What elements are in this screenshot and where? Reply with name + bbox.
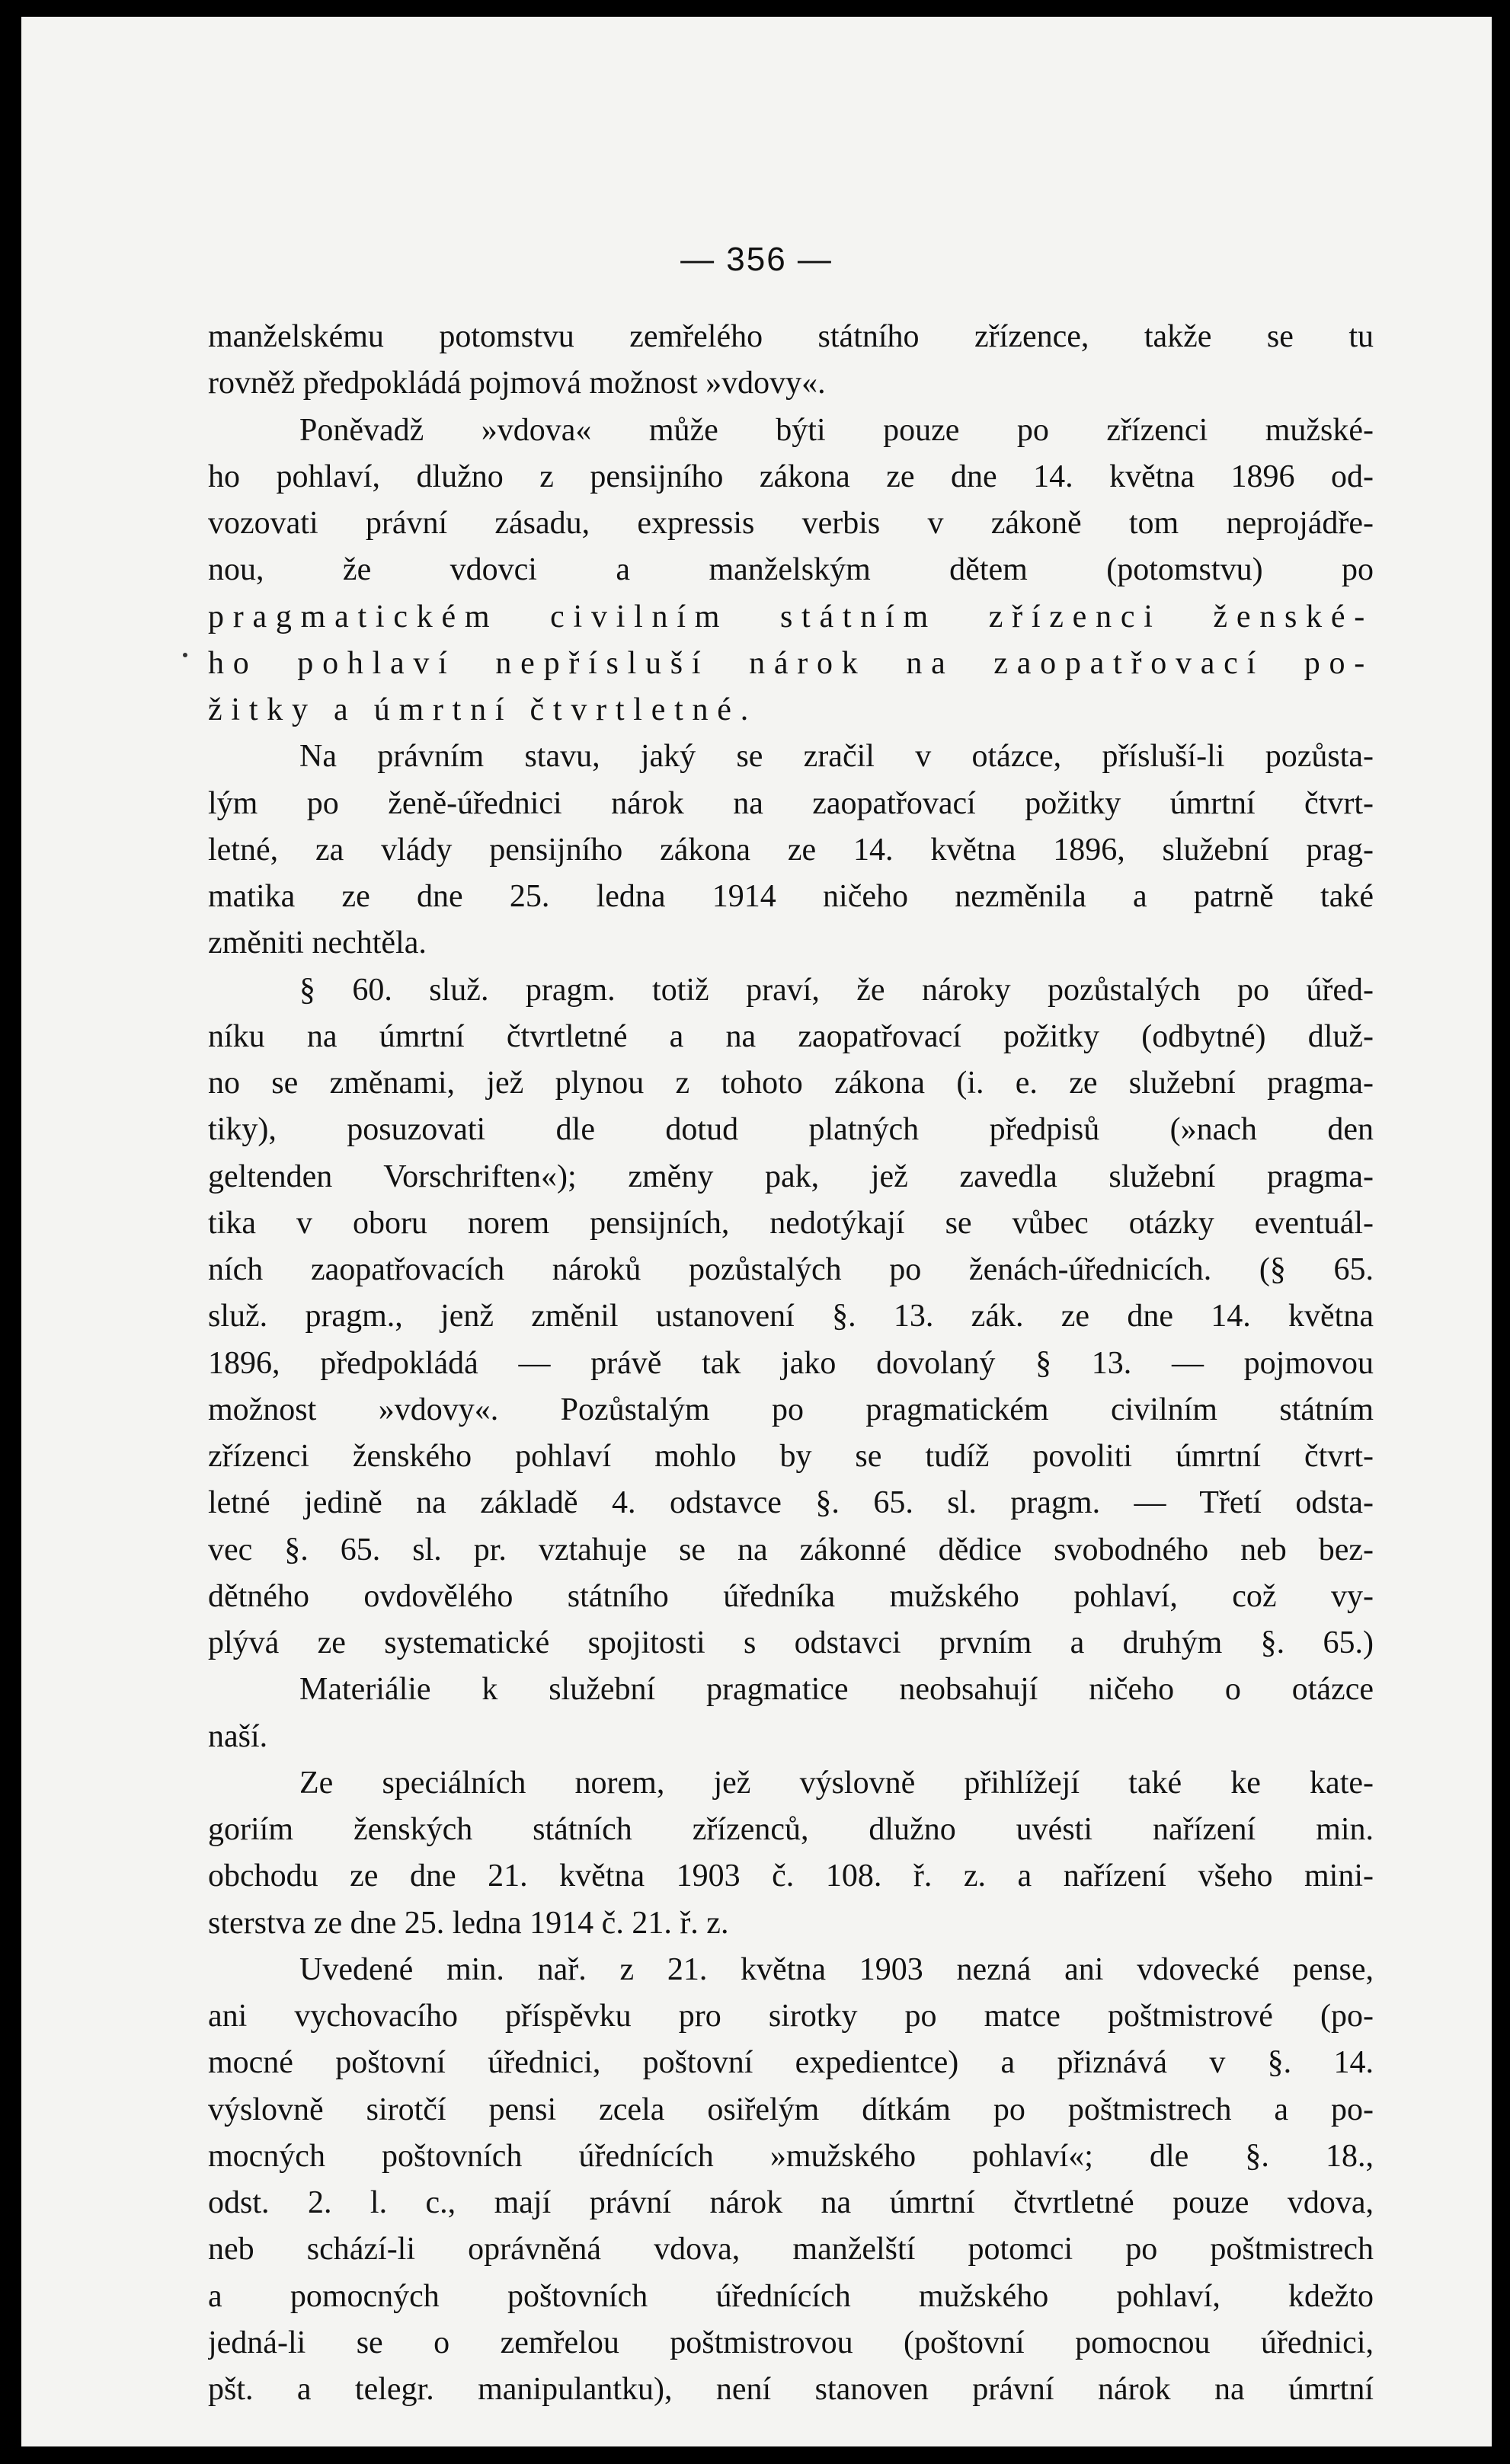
text-line: Ze speciálních norem, jež výslovně přihlížejí také ke kate- xyxy=(299,1765,1374,1801)
text-line: plývá ze systematické spojitosti s odstavci prvním a druhým §. 65.) xyxy=(208,1625,1374,1660)
text-line: geltenden Vorschriften«); změny pak, jež zavedla služební pragma- xyxy=(208,1158,1374,1194)
text-line: rovněž předpokládá pojmová možnost »vdovy«. xyxy=(208,366,826,401)
text-line: letné jedině na základě 4. odstavce §. 65. sl. pragm. — Třetí odsta- xyxy=(208,1485,1374,1521)
text-line: zřízenci ženského pohlaví mohlo by se tudíž povoliti úmrtní čtvrt- xyxy=(208,1439,1374,1474)
text-line: jedná-li se o zemřelou poštmistrovou (poštovní pomocnou úřednici, xyxy=(208,2325,1374,2360)
text-line: naší. xyxy=(208,1718,268,1754)
text-line: 1896, předpokládá — právě tak jako dovolaný § 13. — pojmovou xyxy=(208,1345,1374,1381)
text-line: tika v oboru norem pensijních, nedotýkají se vůbec otázky eventuál- xyxy=(208,1205,1374,1241)
text-line: ho pohlaví, dlužno z pensijního zákona ze dne 14. května 1896 od- xyxy=(208,459,1374,494)
text-line: obchodu ze dne 21. května 1903 č. 108. ř. z. a nařízení všeho mini- xyxy=(208,1858,1374,1894)
text-line: no se změnami, jež plynou z tohoto zákona (i. e. ze služební pragma- xyxy=(208,1066,1374,1101)
document-page xyxy=(21,17,1492,2446)
text-line: tiky), posuzovati dle dotud platných předpisů (»nach den xyxy=(208,1112,1374,1148)
text-line: vozovati právní zásadu, expressis verbis v zákoně tom neprojádře- xyxy=(208,506,1374,541)
text-line: neb schází-li oprávněná vdova, manželští potomci po poštmistrech xyxy=(208,2232,1374,2267)
body-text xyxy=(208,314,1374,2413)
text-line: § 60. služ. pragm. totiž praví, že nároky pozůstalých po úřed- xyxy=(299,972,1374,1008)
text-line: změniti nechtěla. xyxy=(208,925,427,961)
text-line: žitky a úmrtní čtvrtletné. xyxy=(208,692,757,727)
text-line: manželskému potomstvu zemřelého státního zřízence, takže se tu xyxy=(208,319,1374,354)
text-line: a pomocných poštovních úřednících mužského pohlaví, kdežto xyxy=(208,2278,1374,2314)
text-line: odst. 2. l. c., mají právní nárok na úmrtní čtvrtletné pouze vdova, xyxy=(208,2185,1374,2220)
text-line: letné, za vlády pensijního zákona ze 14. května 1896, služební prag- xyxy=(208,832,1374,868)
text-line: mocné poštovní úřednici, poštovní expedientce) a přiznává v §. 14. xyxy=(208,2045,1374,2081)
text-line: ních zaopatřovacích nároků pozůstalých po ženách-úřednicích. (§ 65. xyxy=(208,1252,1374,1287)
text-line: ani vychovacího příspěvku pro sirotky po matce poštmistrové (po- xyxy=(208,1999,1374,2034)
text-line: Poněvadž »vdova« může býti pouze po zřízenci mužské- xyxy=(299,412,1374,448)
text-line: vec §. 65. sl. pr. vztahuje se na zákonné dědice svobodného neb bez- xyxy=(208,1532,1374,1568)
text-line: dětného ovdovělého státního úředníka mužského pohlaví, což vy- xyxy=(208,1578,1374,1614)
text-line: Materiálie k služební pragmatice neobsahují ničeho o otázce xyxy=(299,1672,1374,1708)
text-line: goriím ženských státních zřízenců, dlužno uvésti nařízení min. xyxy=(208,1812,1374,1847)
text-line: níku na úmrtní čtvrtletné a na zaopatřovací požitky (odbytné) dluž- xyxy=(208,1018,1374,1054)
page-number: — 356 — xyxy=(680,241,833,278)
text-line: možnost »vdovy«. Pozůstalým po pragmatickém civilním státním xyxy=(208,1392,1374,1427)
text-line: Na právním stavu, jaký se zračil v otázce, přísluší-li pozůsta- xyxy=(299,739,1374,775)
text-line: sterstva ze dne 25. ledna 1914 č. 21. ř. z. xyxy=(208,1905,729,1941)
text-line: pšt. a telegr. manipulantku), není stanoven právní nárok na úmrtní xyxy=(208,2372,1374,2407)
text-line: lým po ženě-úřednici nárok na zaopatřovací požitky úmrtní čtvrt- xyxy=(208,785,1374,821)
text-line: Uvedené min. nař. z 21. května 1903 nezná ani vdovecké pense, xyxy=(299,1951,1374,1987)
text-line: ho pohlaví nepřísluší nárok na zaopatřovací po- xyxy=(208,645,1374,681)
text-line: mocných poštovních úřednících »mužského pohlaví«; dle §. 18., xyxy=(208,2138,1374,2174)
text-line: matika ze dne 25. ledna 1914 ničeho nezměnila a patrně také xyxy=(208,879,1374,914)
text-line: výslovně sirotčí pensi zcela osiřelým dítkám po poštmistrech a po- xyxy=(208,2092,1374,2127)
text-line: služ. pragm., jenž změnil ustanovení §. 13. zák. ze dne 14. května xyxy=(208,1299,1374,1334)
text-line: pragmatickém civilním státním zřízenci ženské- xyxy=(208,599,1374,634)
margin-mark xyxy=(183,653,187,657)
text-line: nou, že vdovci a manželským dětem (potomstvu) po xyxy=(208,552,1374,588)
